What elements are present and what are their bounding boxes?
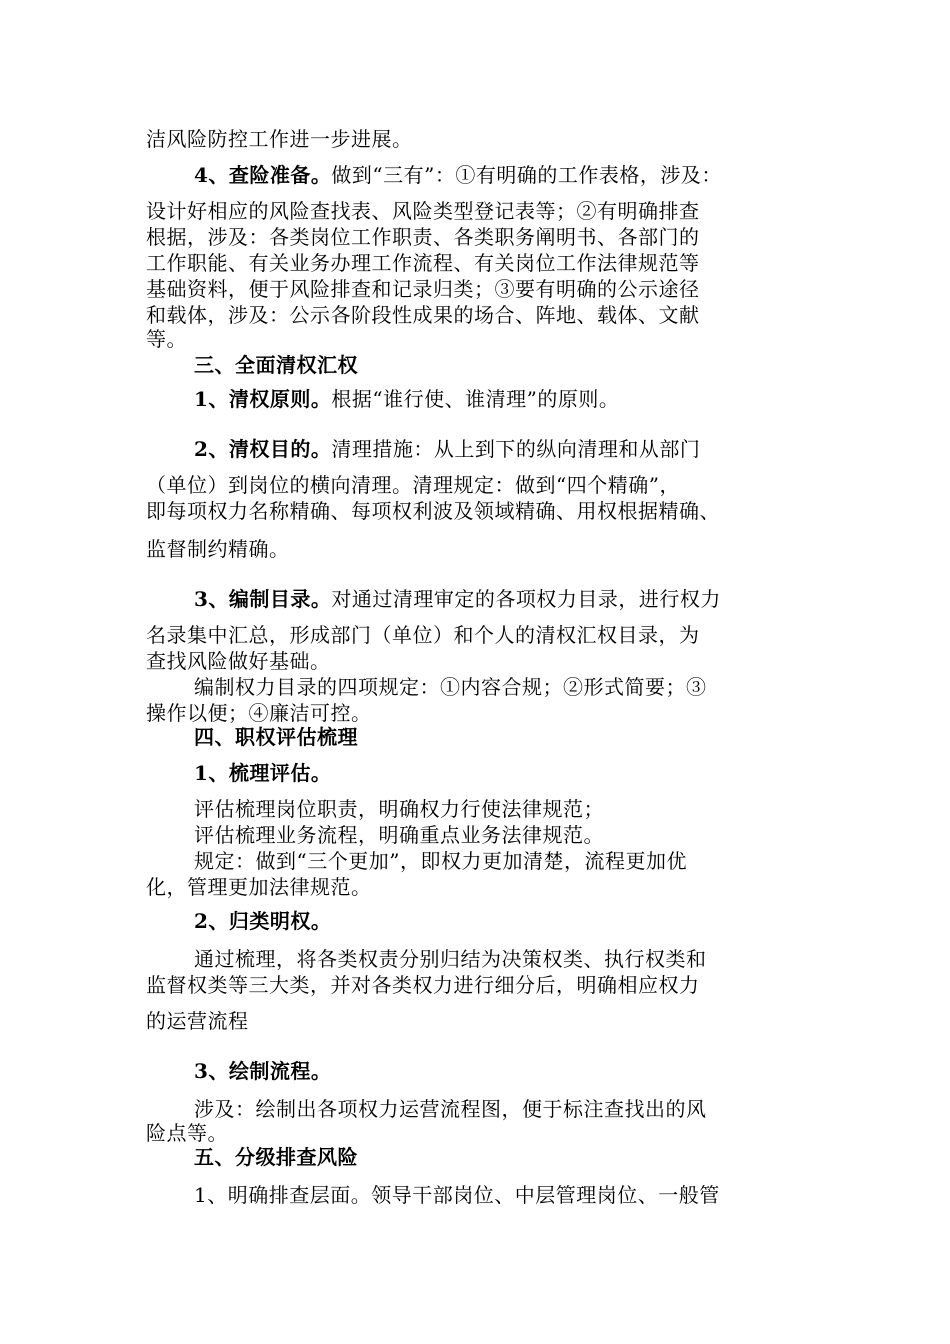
paragraph-line: 查找风险做好基础。 — [146, 649, 331, 673]
paragraph-line — [194, 386, 864, 412]
paragraph-line: 洁风险防控工作进一步进展。 — [146, 127, 413, 151]
section-heading: 2、清权目的。 — [194, 437, 332, 461]
paragraph-line: 规定：做到“三个更加”，即权力更加清楚，流程更加优 — [194, 849, 687, 873]
paragraph-line: 操作以便；④廉洁可控。 — [146, 701, 372, 725]
paragraph-line: 通过梳理，将各类权责分别归结为决策权类、执行权类和 — [194, 947, 707, 971]
paragraph-line: 名录集中汇总，形成部门（单位）和个人的清权汇权目录，为 — [146, 623, 700, 647]
paragraph-line: 化，管理更加法律规范。 — [146, 875, 372, 899]
paragraph-line: 等。 — [146, 327, 187, 351]
paragraph-text: 根据“谁行使、谁清理”的原则。 — [331, 387, 620, 411]
paragraph-line: 涉及：绘制出各项权力运营流程图，便于标注查找出的风 — [194, 1097, 707, 1121]
paragraph-line: 设计好相应的风险查找表、风险类型登记表等；②有明确排查 — [146, 199, 700, 223]
section-heading: 3、绘制流程。 — [194, 1059, 332, 1083]
paragraph-text: 对通过清理审定的各项权力目录，进行权力 — [331, 587, 721, 611]
paragraph-line: 监督权类等三大类，并对各类权力进行细分后，明确相应权力 — [146, 973, 700, 997]
section-heading: 2、归类明权。 — [194, 909, 332, 933]
chapter-heading: 五、分级排查风险 — [194, 1145, 358, 1169]
paragraph-text: 清理措施：从上到下的纵向清理和从部门 — [331, 437, 701, 461]
paragraph-line: 工作职能、有关业务办理工作流程、有关岗位工作法律规范等 — [146, 251, 700, 275]
paragraph-line: 监督制约精确。 — [146, 537, 290, 561]
section-heading: 1、梳理评估。 — [194, 761, 332, 785]
paragraph-line: 1、明确排查层面。领导干部岗位、中层管理岗位、一般管 — [194, 1183, 720, 1207]
paragraph-line: 基础资料，便于风险排查和记录归类；③要有明确的公示途径 — [146, 277, 700, 301]
paragraph-line — [194, 436, 864, 462]
paragraph-line — [194, 162, 864, 188]
paragraph-line: 根据，涉及：各类岗位工作职责、各类职务阐明书、各部门的 — [146, 225, 700, 249]
section-heading: 4、查险准备。 — [194, 163, 332, 187]
paragraph-line: 编制权力目录的四项规定：①内容合规；②形式简要；③ — [194, 675, 707, 699]
paragraph-line — [194, 586, 864, 612]
paragraph-line: 即每项权力名称精确、每项权利波及领域精确、用权根据精确、 — [146, 499, 720, 523]
paragraph-line: 险点等。 — [146, 1121, 228, 1145]
paragraph-text: 做到“三有”：①有明确的工作表格，涉及： — [331, 163, 722, 187]
section-heading: 3、编制目录。 — [194, 587, 332, 611]
chapter-heading: 四、职权评估梳理 — [194, 725, 358, 749]
paragraph-line: （单位）到岗位的横向清理。清理规定：做到“四个精确”， — [146, 473, 680, 497]
paragraph-line: 和载体，涉及：公示各阶段性成果的场合、阵地、载体、文献 — [146, 303, 700, 327]
paragraph-line: 的运营流程 — [146, 1009, 249, 1033]
paragraph-line: 评估梳理业务流程，明确重点业务法律规范。 — [194, 823, 604, 847]
chapter-heading: 三、全面清权汇权 — [194, 353, 358, 377]
paragraph-line: 评估梳理岗位职责，明确权力行使法律规范； — [194, 797, 604, 821]
section-heading: 1、清权原则。 — [194, 387, 332, 411]
